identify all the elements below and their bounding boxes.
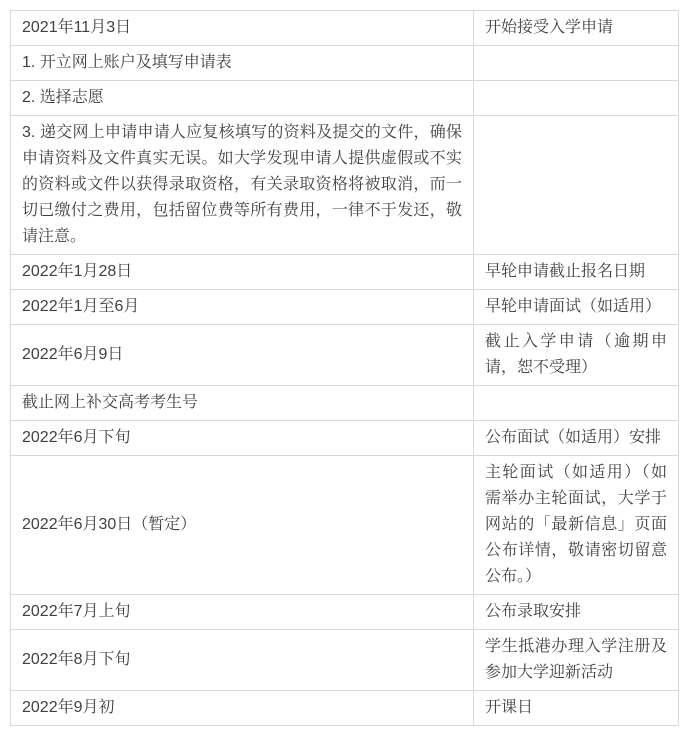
- date-cell: 2022年6月30日（暂定）: [11, 456, 474, 595]
- event-cell: 公布面试（如适用）安排: [474, 421, 679, 456]
- event-cell: 早轮申请面试（如适用）: [474, 290, 679, 325]
- date-cell: 截止网上补交高考考生号: [11, 386, 474, 421]
- table-row: [11, 11, 679, 46]
- table-row: [11, 386, 679, 421]
- table-row: [11, 595, 679, 630]
- date-cell: 2021年11月3日: [11, 11, 474, 46]
- date-cell: 2. 选择志愿: [11, 81, 474, 116]
- schedule-table-body: [11, 11, 679, 726]
- date-cell: 2022年1月至6月: [11, 290, 474, 325]
- event-cell: 开始接受入学申请: [474, 11, 679, 46]
- event-cell: 主轮面试（如适用）（如需举办主轮面试，大学于网站的「最新信息」页面公布详情，敬请密切留意公布。）: [474, 456, 679, 595]
- date-cell: 2022年6月下旬: [11, 421, 474, 456]
- table-row: [11, 46, 679, 81]
- table-row: [11, 325, 679, 386]
- event-cell: [474, 81, 679, 116]
- event-cell: 学生抵港办理入学注册及参加大学迎新活动: [474, 630, 679, 691]
- table-row: [11, 421, 679, 456]
- table-row: [11, 116, 679, 255]
- date-cell: 2022年6月9日: [11, 325, 474, 386]
- date-cell: 3. 递交网上申请申请人应复核填写的资料及提交的文件，确保申请资料及文件真实无误。如大学发现申请人提供虚假或不实的资料或文件以获得录取资格，有关录取资格将被取消，而一切已缴付之费用，包括留位费等所有费用，一律不于发还，敬请注意。: [11, 116, 474, 255]
- date-cell: 2022年7月上旬: [11, 595, 474, 630]
- event-cell: [474, 46, 679, 81]
- schedule-table: [10, 10, 679, 726]
- table-row: [11, 255, 679, 290]
- event-cell: 早轮申请截止报名日期: [474, 255, 679, 290]
- event-cell: 公布录取安排: [474, 595, 679, 630]
- date-cell: 2022年8月下旬: [11, 630, 474, 691]
- table-row: [11, 290, 679, 325]
- event-cell: 开课日: [474, 691, 679, 726]
- date-cell: 2022年1月28日: [11, 255, 474, 290]
- table-row: [11, 691, 679, 726]
- event-cell: [474, 386, 679, 421]
- event-cell: 截止入学申请（逾期申请，恕不受理）: [474, 325, 679, 386]
- event-cell: [474, 116, 679, 255]
- date-cell: 2022年9月初: [11, 691, 474, 726]
- date-cell: 1. 开立网上账户及填写申请表: [11, 46, 474, 81]
- table-row: [11, 456, 679, 595]
- table-row: [11, 630, 679, 691]
- table-row: [11, 81, 679, 116]
